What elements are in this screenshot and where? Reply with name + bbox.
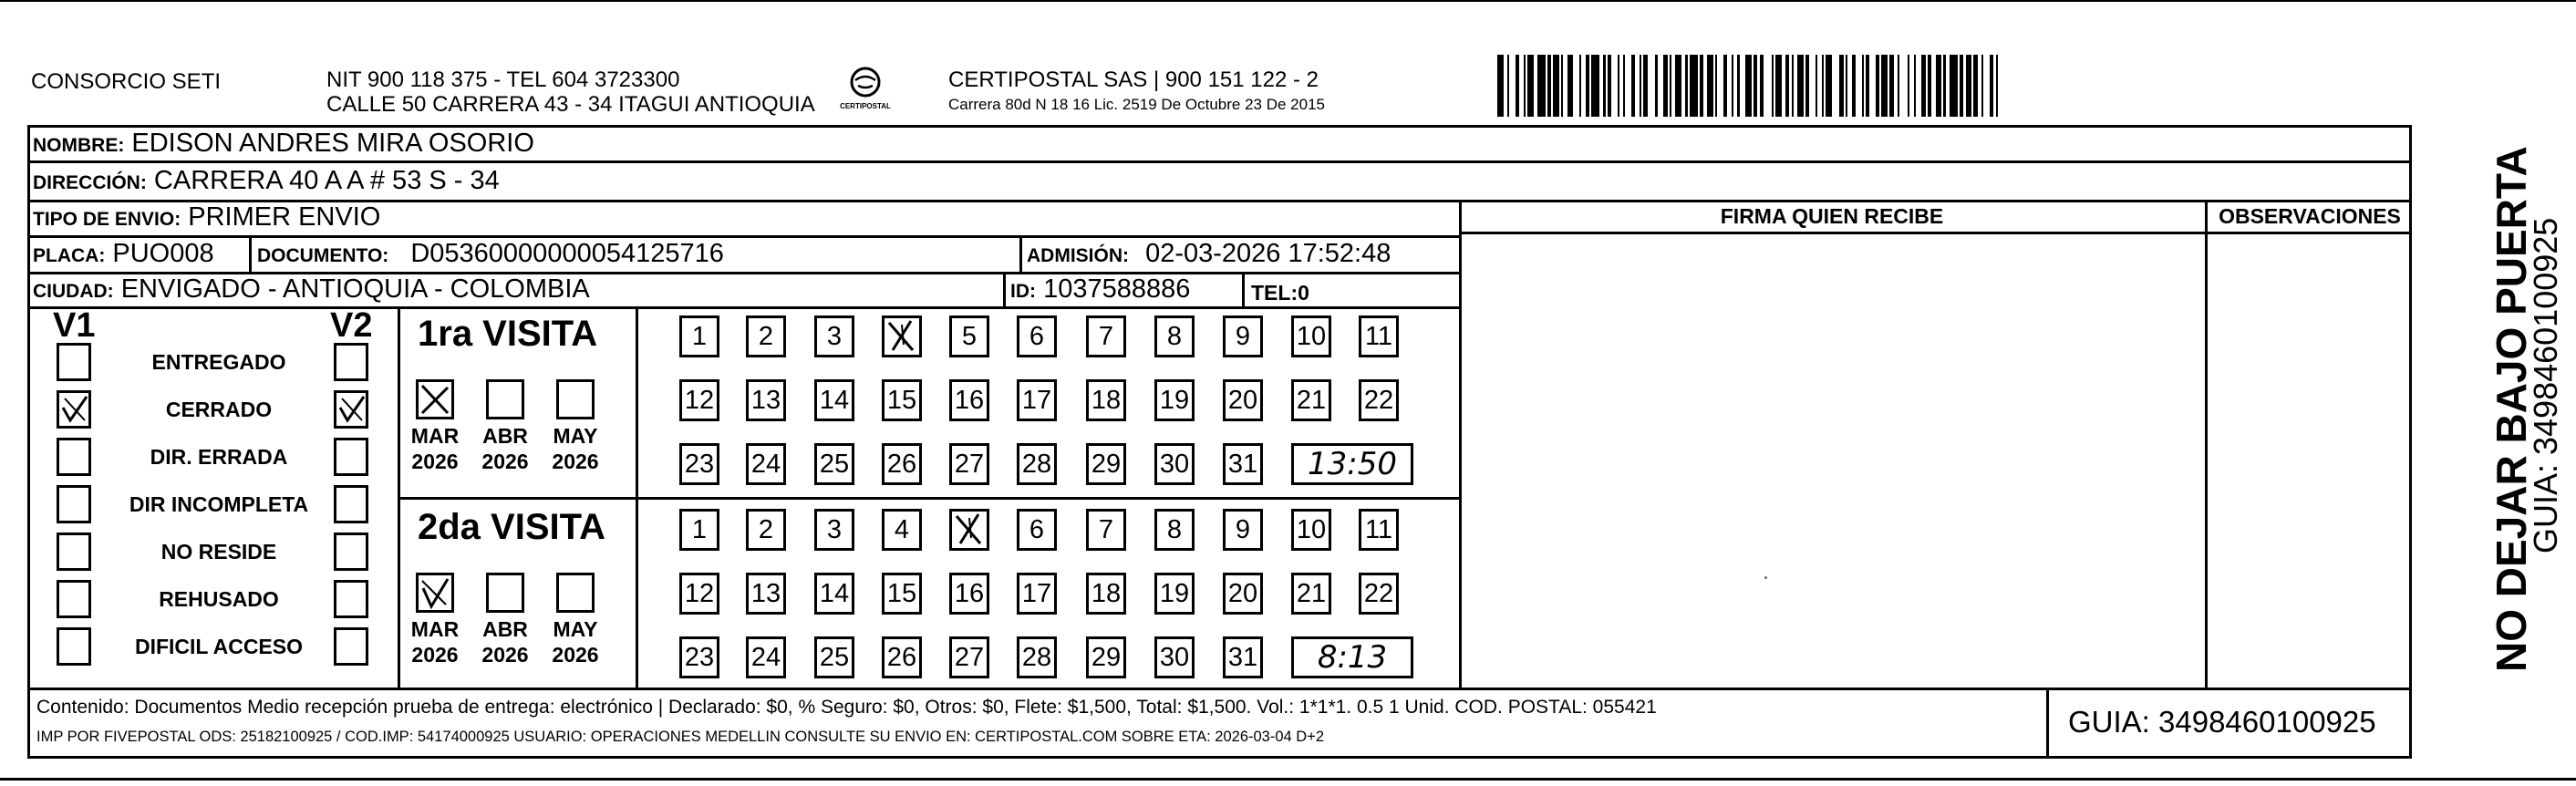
second-visit-day-box[interactable]: 10: [1291, 509, 1331, 551]
first-visit-day-box[interactable]: 11: [1359, 315, 1399, 357]
first-visit-month-label: [543, 423, 607, 474]
month-name: ABR: [482, 617, 528, 641]
month-year: 2026: [481, 450, 529, 473]
second-visit-day-box[interactable]: 23: [679, 636, 719, 678]
first-visit-day-box[interactable]: 2: [746, 315, 786, 357]
first-visit-day-box[interactable]: 25: [814, 443, 854, 485]
admision-row: [1027, 238, 1391, 272]
bottom-edge-line: [0, 778, 2576, 781]
direccion-value: CARRERA 40 A A # 53 S - 34: [153, 166, 500, 195]
first-visit-day-box[interactable]: 27: [949, 443, 989, 485]
first-visit-day-box[interactable]: 26: [882, 443, 922, 485]
barcode-bar: [1966, 55, 1972, 117]
direccion-label: DIRECCIÓN:: [33, 172, 147, 193]
barcode-space: [1983, 55, 1990, 117]
barcode-space: [1658, 55, 1664, 117]
month-name: MAR: [410, 424, 460, 448]
tipo-envio-value: PRIMER ENVIO: [188, 202, 381, 232]
second-visit-day-box[interactable]: 31: [1223, 636, 1263, 678]
id-row: [1010, 274, 1190, 307]
v2-checkbox[interactable]: [334, 533, 368, 571]
second-visit-day-box[interactable]: 30: [1154, 636, 1195, 678]
first-visit-day-box[interactable]: 13: [746, 379, 786, 421]
first-visit-day-box[interactable]: 17: [1017, 379, 1057, 421]
second-visit-day-box[interactable]: 28: [1017, 636, 1057, 678]
placa-row: [33, 238, 214, 272]
vertical-guia: GUIA: 3498460100925: [2527, 217, 2564, 553]
v1-checkbox[interactable]: [57, 580, 91, 618]
second-visit-day-box[interactable]: 14: [814, 573, 854, 615]
status-label: CERRADO: [165, 398, 273, 421]
v2-label: V2: [330, 306, 373, 345]
carrier-line: CERTIPOSTAL SAS | 900 151 122 - 2: [948, 67, 1319, 92]
firma-label: FIRMA QUIEN RECIBE: [1720, 204, 1944, 228]
second-visit-day-box[interactable]: 9: [1223, 509, 1263, 551]
barcode-space: [1740, 55, 1746, 117]
second-visit-day-box[interactable]: 20: [1223, 573, 1263, 615]
v1-checkbox[interactable]: [57, 438, 91, 476]
nombre-row: [33, 128, 534, 161]
first-visit-day-box[interactable]: 19: [1154, 379, 1195, 421]
second-visit-day-box[interactable]: 25: [814, 636, 854, 678]
second-visit-day-box[interactable]: [949, 509, 989, 551]
second-visit-day-box[interactable]: 21: [1291, 573, 1331, 615]
first-visit-day-box[interactable]: [882, 315, 922, 357]
barcode-bar: [1690, 55, 1698, 117]
month-name: ABR: [482, 424, 528, 448]
second-visit-month-checkbox[interactable]: [486, 573, 524, 613]
barcode-bar: [1537, 55, 1546, 117]
first-visit-day-box[interactable]: 9: [1223, 315, 1263, 357]
barcode-bar: [1936, 55, 1942, 117]
footer-guia: GUIA: 3498460100925: [2068, 705, 2376, 739]
first-visit-title: 1ra VISITA: [418, 314, 598, 354]
footer-contenido: Contenido: Documentos Medio recepción prueba de entrega: electrónico | Declarado: $0, % Seguro: $0, Otros: $0, Flete: $1,500, Total: $1,500. Vol.: 1*1*1. 0.5 1 Unid. COD. POSTAL: 055421: [36, 697, 1657, 718]
barcode-space: [1509, 55, 1516, 117]
company-name: CONSORCIO SETI: [31, 69, 222, 94]
v2-checkbox[interactable]: [334, 343, 368, 381]
second-visit-day-box[interactable]: 18: [1086, 573, 1126, 615]
barcode-bar: [1675, 55, 1681, 117]
barcode-bar: [1591, 55, 1599, 117]
logo-text: CERTIPOSTAL: [840, 102, 891, 110]
second-visit-day-box[interactable]: 4: [882, 509, 922, 551]
first-visit-day-box[interactable]: 30: [1154, 443, 1195, 485]
barcode: [1497, 55, 2003, 117]
v2-checkbox[interactable]: [334, 390, 368, 429]
second-visit-day-box[interactable]: 1: [679, 509, 719, 551]
status-label: REHUSADO: [159, 587, 279, 611]
second-visit-day-box[interactable]: 2: [746, 509, 786, 551]
second-visit-day-box[interactable]: 27: [949, 636, 989, 678]
footer-imp: IMP POR FIVEPOSTAL ODS: 25182100925 / COD.IMP: 54174000925 USUARIO: OPERACIONES MEDELLIN CONSULTE SU ENVIO EN: CERTIPOSTAL.COM SOBRE ETA: 2026-03-04 D+2: [36, 729, 1325, 745]
barcode-space: [1869, 55, 1876, 117]
month-year: 2026: [411, 643, 459, 667]
tipo-envio-label: TIPO DE ENVIO:: [33, 209, 181, 230]
barcode-bar: [1707, 55, 1713, 117]
second-visit-title: 2da VISITA: [418, 507, 605, 547]
first-visit-day-box[interactable]: 8: [1154, 315, 1195, 357]
first-visit-day-box[interactable]: 18: [1086, 379, 1126, 421]
documento-row: [257, 238, 724, 272]
documento-value: D05360000000054125716: [410, 239, 724, 268]
barcode-space: [1856, 55, 1862, 117]
barcode-space: [1648, 55, 1656, 117]
vertical-text-block: [2412, 125, 2576, 759]
barcode-space: [1573, 55, 1579, 117]
first-visit-day-box[interactable]: 7: [1086, 315, 1126, 357]
second-visit-day-box[interactable]: 24: [746, 636, 786, 678]
barcode-bar: [1797, 55, 1804, 117]
observaciones-label: OBSERVACIONES: [2219, 204, 2401, 228]
first-visit-day-box[interactable]: 28: [1017, 443, 1057, 485]
second-visit-time-box[interactable]: 8:13: [1291, 636, 1413, 678]
first-visit-day-box[interactable]: 3: [814, 315, 854, 357]
status-label: ENTREGADO: [151, 350, 286, 374]
second-visit-day-box[interactable]: 17: [1017, 573, 1057, 615]
barcode-space: [1832, 55, 1840, 117]
ciudad-label: CIUDAD:: [33, 281, 114, 302]
barcode-bar: [1881, 55, 1888, 117]
placa-value: PUO008: [112, 239, 214, 268]
barcode-space: [1998, 55, 2004, 117]
admision-label: ADMISIÓN:: [1027, 245, 1129, 266]
month-year: 2026: [481, 643, 529, 667]
nombre-label: NOMBRE:: [33, 135, 125, 156]
barcode-space: [1809, 55, 1816, 117]
first-visit-day-box[interactable]: 10: [1291, 315, 1331, 357]
first-visit-day-box[interactable]: 5: [949, 315, 989, 357]
v1-label: V1: [53, 306, 96, 345]
first-visit-day-box[interactable]: 23: [679, 443, 719, 485]
company-address: CALLE 50 CARRERA 43 - 34 ITAGUI ANTIOQUIA: [326, 92, 815, 117]
top-edge-line: [0, 0, 2576, 2]
ciudad-row: [33, 274, 590, 307]
v1-checkbox[interactable]: [57, 533, 91, 571]
second-visit-day-box[interactable]: 8: [1154, 509, 1195, 551]
placa-label: PLACA:: [33, 245, 106, 266]
first-visit-day-box[interactable]: 15: [882, 379, 922, 421]
second-visit-day-box[interactable]: 12: [679, 573, 719, 615]
month-name: MAY: [553, 424, 598, 448]
first-visit-time-box[interactable]: 13:50: [1291, 443, 1413, 485]
nit-line: NIT 900 118 375 - TEL 604 3723300: [326, 67, 680, 92]
v1-checkbox[interactable]: [57, 627, 91, 666]
barcode-space: [1899, 55, 1908, 117]
license-line: Carrera 80d N 18 16 Lic. 2519 De Octubre 23 De 2015: [948, 96, 1325, 113]
status-label: DIFICIL ACCESO: [134, 635, 303, 658]
first-visit-day-box[interactable]: 16: [949, 379, 989, 421]
barcode-space: [1611, 55, 1618, 117]
second-visit-day-box[interactable]: 29: [1086, 636, 1126, 678]
month-name: MAY: [553, 617, 598, 641]
first-visit-day-box[interactable]: 31: [1223, 443, 1263, 485]
month-year: 2026: [411, 450, 459, 473]
stray-dot: [1764, 576, 1767, 579]
v2-checkbox[interactable]: [334, 438, 368, 476]
month-year: 2026: [552, 643, 599, 667]
second-visit-day-box[interactable]: 3: [814, 509, 854, 551]
v1-checkbox[interactable]: [57, 390, 91, 429]
first-visit-month-label: [403, 423, 467, 474]
first-visit-month-checkbox[interactable]: [416, 379, 454, 419]
second-visit-month-checkbox[interactable]: [556, 573, 595, 613]
first-visit-month-checkbox[interactable]: [486, 379, 524, 419]
barcode-bar: [1745, 55, 1752, 117]
second-visit-month-checkbox[interactable]: [416, 573, 454, 613]
second-visit-day-box[interactable]: 26: [882, 636, 922, 678]
first-visit-day-box[interactable]: 21: [1291, 379, 1331, 421]
second-visit-day-box[interactable]: 22: [1359, 573, 1399, 615]
status-label: NO RESIDE: [160, 540, 277, 564]
second-visit-day-box[interactable]: 15: [882, 573, 922, 615]
certipostal-logo: [833, 64, 897, 117]
first-visit-month-label: [473, 423, 537, 474]
v1-checkbox[interactable]: [57, 485, 91, 523]
direccion-row: [33, 165, 500, 199]
month-year: 2026: [552, 450, 599, 473]
tipo-envio-row: [33, 202, 380, 235]
no-dejar-bajo-puerta: NO DEJAR BAJO PUERTA: [2488, 146, 2535, 672]
status-label: DIR INCOMPLETA: [129, 492, 309, 516]
first-visit-month-checkbox[interactable]: [556, 379, 595, 419]
v2-checkbox[interactable]: [334, 627, 368, 666]
barcode-bar: [1527, 55, 1534, 117]
v2-checkbox[interactable]: [334, 485, 368, 523]
second-visit-day-box[interactable]: 13: [746, 573, 786, 615]
barcode-bar: [1497, 55, 1504, 117]
v1-checkbox[interactable]: [57, 343, 91, 381]
first-visit-day-box[interactable]: 20: [1223, 379, 1263, 421]
nombre-value: EDISON ANDRES MIRA OSORIO: [131, 129, 534, 158]
tel-value: TEL:0: [1251, 281, 1309, 305]
barcode-bar: [1567, 55, 1574, 117]
first-visit-day-box[interactable]: 1: [679, 315, 719, 357]
second-visit-day-box[interactable]: 11: [1359, 509, 1399, 551]
barcode-space: [1625, 55, 1631, 117]
barcode-space: [1916, 55, 1922, 117]
first-visit-day-box[interactable]: 12: [679, 379, 719, 421]
first-visit-day-box[interactable]: 29: [1086, 443, 1126, 485]
second-visit-day-box[interactable]: 6: [1017, 509, 1057, 551]
second-visit-month-label: [403, 616, 467, 667]
ciudad-value: ENVIGADO - ANTIOQUIA - COLOMBIA: [120, 274, 590, 304]
first-visit-day-box[interactable]: 24: [746, 443, 786, 485]
barcode-bar: [1775, 55, 1782, 117]
barcode-space: [1717, 55, 1723, 117]
barcode-bar: [1553, 55, 1559, 117]
second-visit-day-box[interactable]: 19: [1154, 573, 1195, 615]
first-visit-day-box[interactable]: 6: [1017, 315, 1057, 357]
barcode-space: [1764, 55, 1772, 117]
documento-label: DOCUMENTO:: [257, 245, 389, 266]
barcode-bar: [1950, 55, 1958, 117]
id-value: 1037588886: [1043, 274, 1191, 304]
id-label: ID:: [1010, 281, 1036, 302]
first-visit-day-box[interactable]: 22: [1359, 379, 1399, 421]
second-visit-day-box[interactable]: 7: [1086, 509, 1126, 551]
barcode-bar: [1826, 55, 1832, 117]
admision-value: 02-03-2026 17:52:48: [1145, 239, 1391, 268]
second-visit-month-label: [473, 616, 537, 667]
v2-checkbox[interactable]: [334, 580, 368, 618]
second-visit-day-box[interactable]: 16: [949, 573, 989, 615]
status-label: DIR. ERRADA: [150, 445, 288, 469]
second-visit-month-label: [543, 616, 607, 667]
month-name: MAR: [410, 617, 460, 641]
first-visit-day-box[interactable]: 14: [814, 379, 854, 421]
